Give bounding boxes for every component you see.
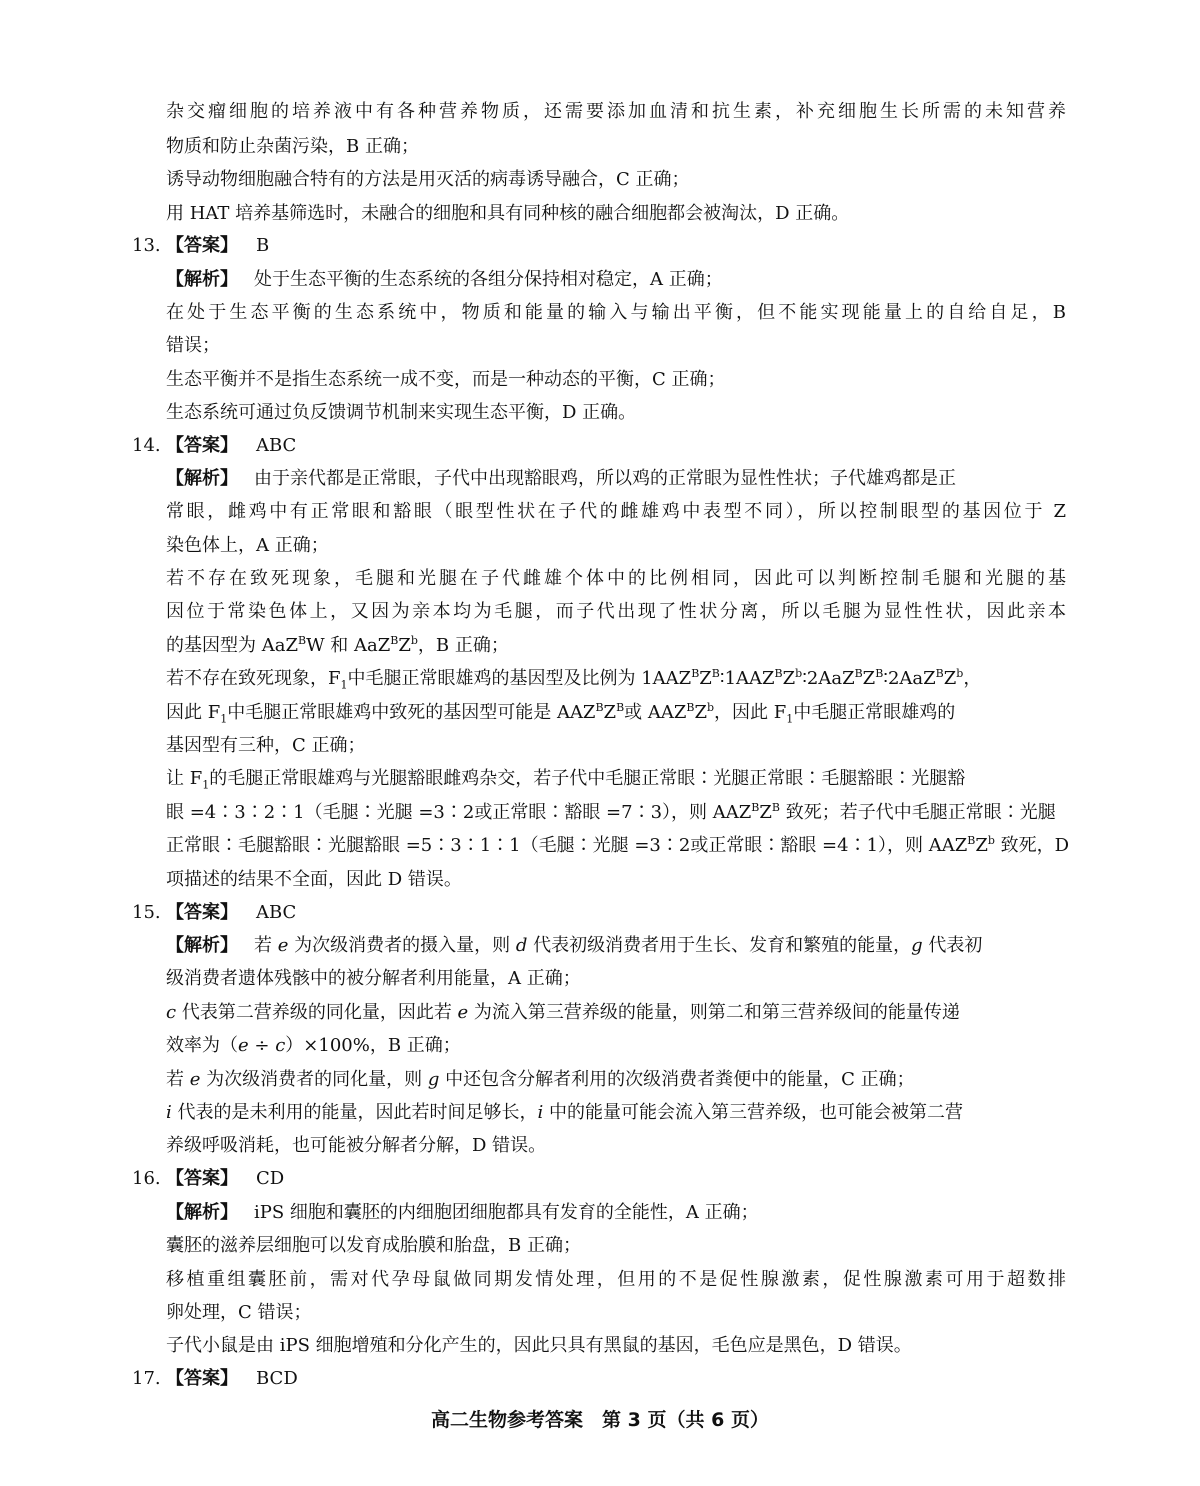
q14-line-12: 正常眼∶毛腿豁眼∶光腿豁眼 =5∶3∶1∶1（毛腿∶光腿 =3∶2或正常眼∶豁眼 =4∶1），则 $AAZ^BZ^b$ 致死，D [166, 834, 1070, 856]
q13-line-3: 错误； [166, 335, 220, 356]
q15-analysis-row [166, 930, 982, 962]
q13-number: 13. [132, 235, 161, 256]
q14-line-3: 染色体上，A 正确； [166, 535, 329, 556]
q14-number: 14. [132, 435, 161, 456]
q14-line-9: 基因型有三种，C 正确； [166, 735, 366, 756]
q15-answer: ABC [256, 902, 297, 923]
q17-number: 17. [132, 1368, 161, 1389]
answer-label: 【答案】 [166, 902, 238, 923]
analysis-label: 【解析】 [166, 269, 238, 290]
q16-analysis-row [166, 1197, 759, 1229]
q15-line-4: 效率为（e ÷ c）×100%，B 正确； [166, 1035, 461, 1056]
page-footer: 高二生物参考答案 第 3 页（共 6 页） [431, 1409, 769, 1431]
q15-line-5: 若 e 为次级消费者的同化量，则 g 中还包含分解者利用的次级消费者粪便中的能量，C 正确； [166, 1069, 915, 1090]
q13-line-4: 生态平衡并不是指生态系统一成不变，而是一种动态的平衡，C 正确； [166, 369, 726, 390]
q14-analysis-row [166, 463, 1066, 495]
q17-answer-row [132, 1363, 298, 1395]
answer-label: 【答案】 [166, 435, 238, 456]
q16-line-5: 子代小鼠是由 iPS 细胞增殖和分化产生的，因此只具有黑鼠的基因，毛色应是黑色，D 错误。 [166, 1335, 912, 1356]
q13-line-1: 处于生态平衡的生态系统的各组分保持相对稳定，A 正确； [254, 269, 723, 290]
q17-answer: BCD [256, 1368, 298, 1389]
answer-label: 【答案】 [166, 235, 238, 256]
q14-line-10: 让 $F_1$的毛腿正常眼雄鸡与光腿豁眼雌鸡杂交，若子代中毛腿正常眼∶光腿正常眼∶毛腿豁眼∶光腿豁 [166, 768, 966, 792]
q15-answer-row [132, 897, 296, 929]
q14-line-6: 的基因型为 AaZ$^B$W 和 $AaZ^BZ^b$，B 正确； [166, 634, 509, 656]
q14-line-5: 因位于常染色体上，又因为亲本均为毛腿，而子代出现了性状分离，所以毛腿为显性性状，因此亲本 [166, 601, 1066, 622]
q15-number: 15. [132, 902, 161, 923]
q15-line-6: i 代表的是未利用的能量，因此若时间足够长，i 中的能量可能会流入第三营养级，也可能会被第二营 [166, 1102, 963, 1123]
q15-line-3: c 代表第二营养级的同化量，因此若 e 为流入第三营养级的能量，则第二和第三营养级间的能量传递 [166, 1002, 960, 1023]
q14-line-2: 常眼，雌鸡中有正常眼和豁眼（眼型性状在子代的雌雄鸡中表型不同），所以控制眼型的基因位于 Z [166, 501, 1066, 522]
q13-analysis-row [166, 264, 723, 296]
intro-line-2: 物质和防止杂菌污染，B 正确； [166, 136, 419, 157]
q14-line-13: 项描述的结果不全面，因此 D 错误。 [166, 869, 462, 890]
q13-line-5: 生态系统可通过负反馈调节机制来实现生态平衡，D 正确。 [166, 402, 637, 423]
q16-line-3: 移植重组囊胚前，需对代孕母鼠做同期发情处理，但用的不是促性腺激素，促性腺激素可用于超数排 [166, 1269, 1066, 1290]
q13-answer: B [256, 235, 270, 256]
q14-answer: ABC [256, 435, 297, 456]
q16-number: 16. [132, 1168, 161, 1189]
q14-line-7: 若不存在致死现象，$F_1$中毛腿正常眼雄鸡的基因型及比例为 $1AAZ^BZ^B∶1AAZ^BZ^b∶2AaZ^BZ^B∶2AaZ^BZ^b$， [166, 667, 982, 692]
analysis-label: 【解析】 [166, 468, 238, 489]
analysis-label: 【解析】 [166, 935, 238, 956]
q16-line-1: iPS 细胞和囊胚的内细胞团细胞都具有发育的全能性，A 正确； [254, 1202, 759, 1223]
q14-line-8: 因此 $F_1$中毛腿正常眼雄鸡中致死的基因型可能是 $AAZ^BZ^B$或 $AAZ^BZ^b$，因此 $F_1$中毛腿正常眼雄鸡的 [166, 701, 956, 726]
q14-line-4: 若不存在致死现象，毛腿和光腿在子代雌雄个体中的比例相同，因此可以判断控制毛腿和光腿的基 [166, 568, 1066, 589]
q15-line-1: 若 e 为次级消费者的摄入量，则 d 代表初级消费者用于生长、发育和繁殖的能量，g 代表初 [254, 935, 983, 956]
q15-line-7: 养级呼吸消耗，也可能被分解者分解，D 错误。 [166, 1135, 547, 1156]
intro-line-4: 用 HAT 培养基筛选时，未融合的细胞和具有同种核的融合细胞都会被淘汰，D 正确。 [166, 203, 850, 224]
answer-label: 【答案】 [166, 1368, 238, 1389]
q16-line-4: 卵处理，C 错误； [166, 1302, 312, 1323]
q14-answer-row [132, 430, 296, 462]
analysis-label: 【解析】 [166, 1202, 238, 1223]
intro-line-3: 诱导动物细胞融合特有的方法是用灭活的病毒诱导融合，C 正确； [166, 169, 690, 190]
q16-line-2: 囊胚的滋养层细胞可以发育成胎膜和胎盘，B 正确； [166, 1235, 581, 1256]
q13-line-2: 在处于生态平衡的生态系统中，物质和能量的输入与输出平衡，但不能实现能量上的自给自足，B [166, 302, 1066, 323]
q16-answer: CD [256, 1168, 285, 1189]
q15-line-2: 级消费者遗体残骸中的被分解者利用能量，A 正确； [166, 968, 581, 989]
q14-line-11: 眼 =4∶3∶2∶1（毛腿∶光腿 =3∶2或正常眼∶豁眼 =7∶3），则 $AAZ^BZ^B$ 致死；若子代中毛腿正常眼∶光腿 [166, 801, 1056, 823]
q13-answer-row [132, 230, 269, 262]
intro-line-1: 杂交瘤细胞的培养液中有各种营养物质，还需要添加血清和抗生素，补充细胞生长所需的未知营养 [166, 101, 1066, 122]
q16-answer-row [132, 1163, 284, 1195]
answer-label: 【答案】 [166, 1168, 238, 1189]
q14-line-1: 由于亲代都是正常眼，子代中出现豁眼鸡，所以鸡的正常眼为显性性状；子代雄鸡都是正 [254, 468, 956, 489]
